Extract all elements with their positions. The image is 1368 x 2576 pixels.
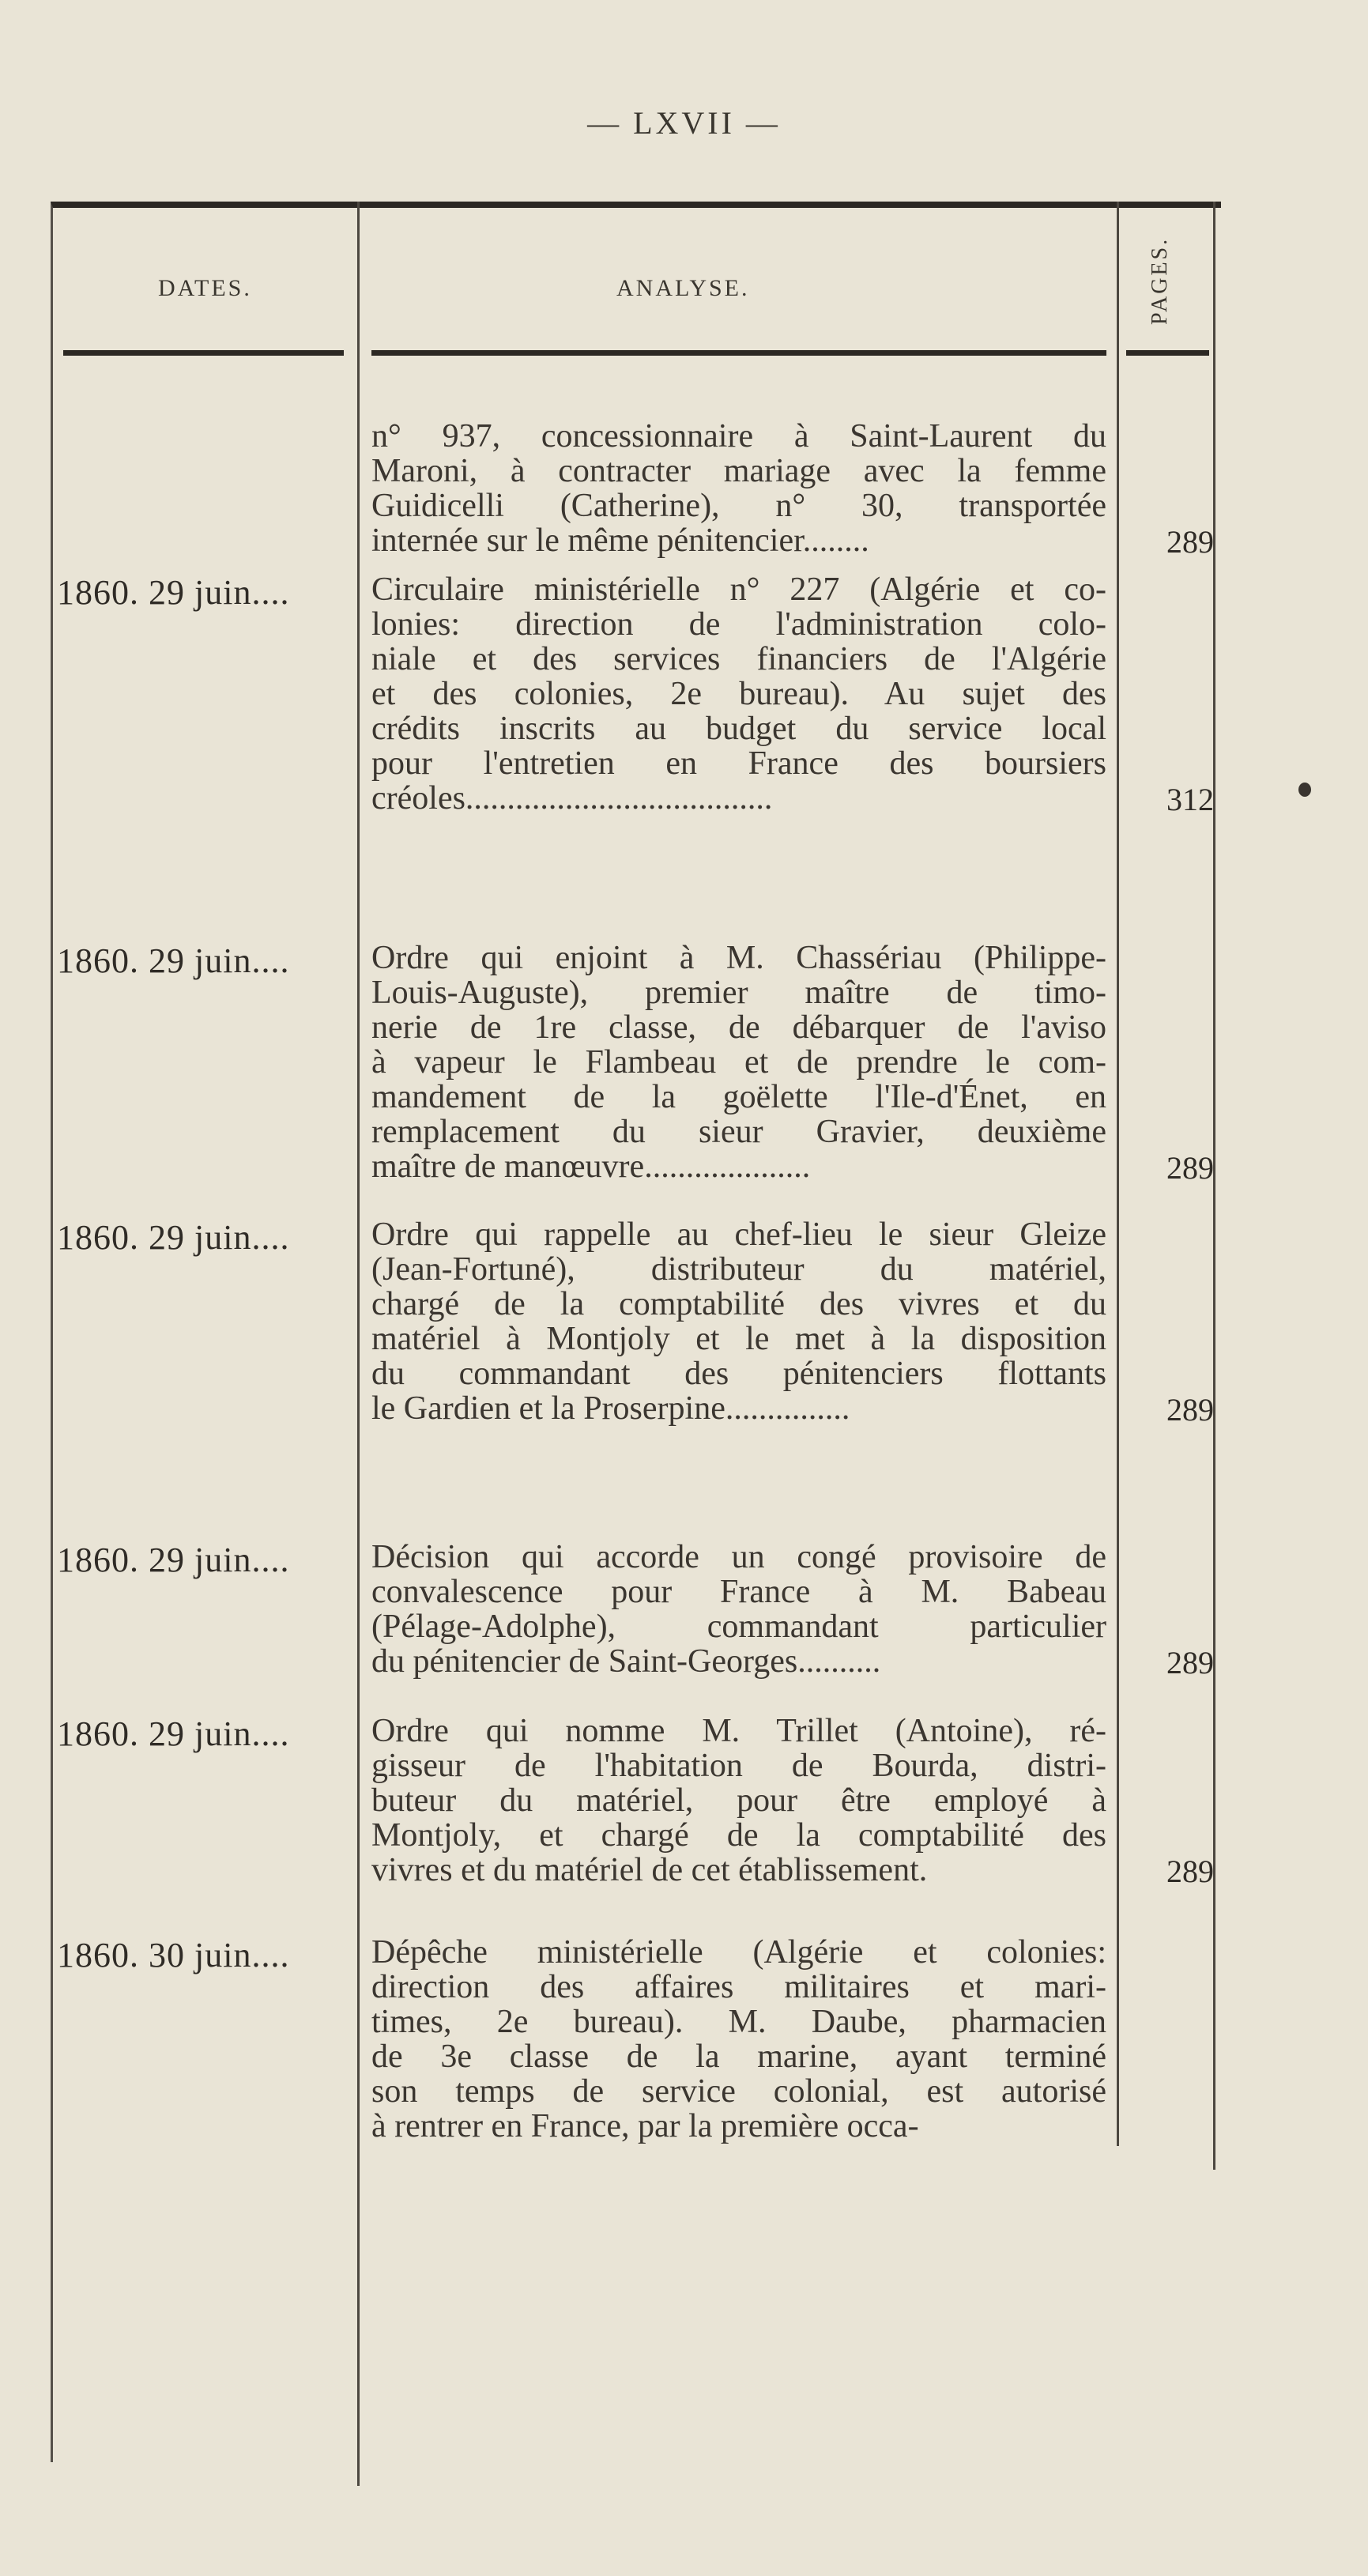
analysis-line: à vapeur le Flambeau et de prendre le com- (371, 1044, 1106, 1081)
analysis-line: Dépêche ministérielle (Algérie et colonies: (371, 1934, 1106, 1971)
analysis-line: Décision qui accorde un congé provisoire de (371, 1539, 1106, 1575)
analysis-line: (Jean-Fortuné), distributeur du matériel, (371, 1251, 1106, 1288)
column-divider-dates (357, 202, 360, 2486)
entry-date: 1860. 29 juin.... (57, 573, 290, 612)
analysis-line: Louis-Auguste), premier maître de timo- (371, 975, 1106, 1011)
entry-page-number: 289 (1166, 524, 1214, 560)
entry-page-number: 289 (1166, 1392, 1214, 1428)
analysis-line: remplacement du sieur Gravier, deuxième (371, 1114, 1106, 1150)
ink-speck (1298, 783, 1311, 797)
page-header: — LXVII — (587, 105, 781, 141)
entry-page-number: 289 (1166, 1854, 1214, 1889)
analysis-line: Maroni, à contracter mariage avec la femme (371, 453, 1106, 489)
entry-date: 1860. 29 juin.... (57, 1218, 290, 1257)
entry-analysis (371, 1935, 1106, 2144)
entry-date: 1860. 29 juin.... (57, 1714, 290, 1753)
entry-analysis (371, 572, 1106, 816)
entry-page-number: 289 (1166, 1645, 1214, 1680)
analysis-line: direction des affaires militaires et mari- (371, 1969, 1106, 2005)
analysis-line: chargé de la comptabilité des vivres et du (371, 1286, 1106, 1322)
analysis-line: Guidicelli (Catherine), n° 30, transportée (371, 488, 1106, 524)
analysis-line: niale et des services financiers de l'Algérie (371, 641, 1106, 677)
header-rule-analyse (371, 350, 1106, 356)
header-rule-dates (63, 350, 344, 356)
analysis-line: Montjoly, et chargé de la comptabilité des (371, 1817, 1106, 1854)
column-header-analyse: ANALYSE. (616, 275, 750, 301)
entry-date: 1860. 30 juin.... (57, 1936, 290, 1974)
entry-analysis (371, 1714, 1106, 1888)
entry-page-number: 312 (1166, 782, 1214, 817)
analysis-line: vivres et du matériel de cet établissement. (371, 1852, 928, 1888)
analysis-line: son temps de service colonial, est autorisé (371, 2073, 1106, 2110)
analysis-line: maître de manœuvre.................... (371, 1148, 811, 1185)
analysis-line: à rentrer en France, par la première occa- (371, 2108, 919, 2144)
analysis-line: Ordre qui enjoint à M. Chassériau (Philippe- (371, 940, 1106, 976)
analysis-line: convalescence pour France à M. Babeau (371, 1574, 1106, 1610)
analysis-line: crédits inscrits au budget du service local (371, 711, 1106, 747)
analysis-line: gisseur de l'habitation de Bourda, distri- (371, 1748, 1106, 1784)
column-divider-pages (1117, 202, 1119, 2146)
analysis-line: le Gardien et la Proserpine............... (371, 1390, 850, 1427)
header-rule-pages (1126, 350, 1209, 356)
analysis-line: matériel à Montjoly et le met à la disposition (371, 1321, 1106, 1357)
entry-date: 1860. 29 juin.... (57, 941, 290, 980)
entry-analysis (371, 419, 1106, 558)
analysis-line: pour l'entretien en France des boursiers (371, 745, 1106, 782)
analysis-line: Ordre qui nomme M. Trillet (Antoine), ré- (371, 1713, 1106, 1749)
analysis-line: Circulaire ministérielle n° 227 (Algérie et co- (371, 571, 1106, 608)
column-header-dates: DATES. (158, 275, 252, 301)
analysis-line: lonies: direction de l'administration colo- (371, 606, 1106, 643)
analysis-line: créoles..................................... (371, 780, 773, 817)
entry-page-number: 289 (1166, 1150, 1214, 1186)
analysis-line: nerie de 1re classe, de débarquer de l'aviso (371, 1009, 1106, 1046)
analysis-line: internée sur le même pénitencier........ (371, 522, 869, 559)
entry-analysis (371, 941, 1106, 1184)
analysis-line: Ordre qui rappelle au chef-lieu le sieur Gleize (371, 1216, 1106, 1253)
analysis-line: times, 2e bureau). M. Daube, pharmacien (371, 2004, 1106, 2040)
analysis-line: et des colonies, 2e bureau). Au sujet des (371, 676, 1106, 712)
analysis-line: du commandant des pénitenciers flottants (371, 1356, 1106, 1392)
analysis-line: du pénitencier de Saint-Georges.......... (371, 1643, 881, 1680)
analysis-line: mandement de la goëlette l'Ile-d'Énet, en (371, 1079, 1106, 1115)
analysis-line: de 3e classe de la marine, ayant terminé (371, 2039, 1106, 2075)
analysis-line: buteur du matériel, pour être employé à (371, 1782, 1106, 1819)
analysis-line: (Pélage-Adolphe), commandant particulier (371, 1609, 1106, 1645)
column-header-pages: PAGES. (1148, 236, 1172, 325)
entry-date: 1860. 29 juin.... (57, 1541, 290, 1579)
entry-analysis (371, 1217, 1106, 1426)
analysis-line: n° 937, concessionnaire à Saint-Laurent du (371, 418, 1106, 454)
entry-analysis (371, 1540, 1106, 1679)
